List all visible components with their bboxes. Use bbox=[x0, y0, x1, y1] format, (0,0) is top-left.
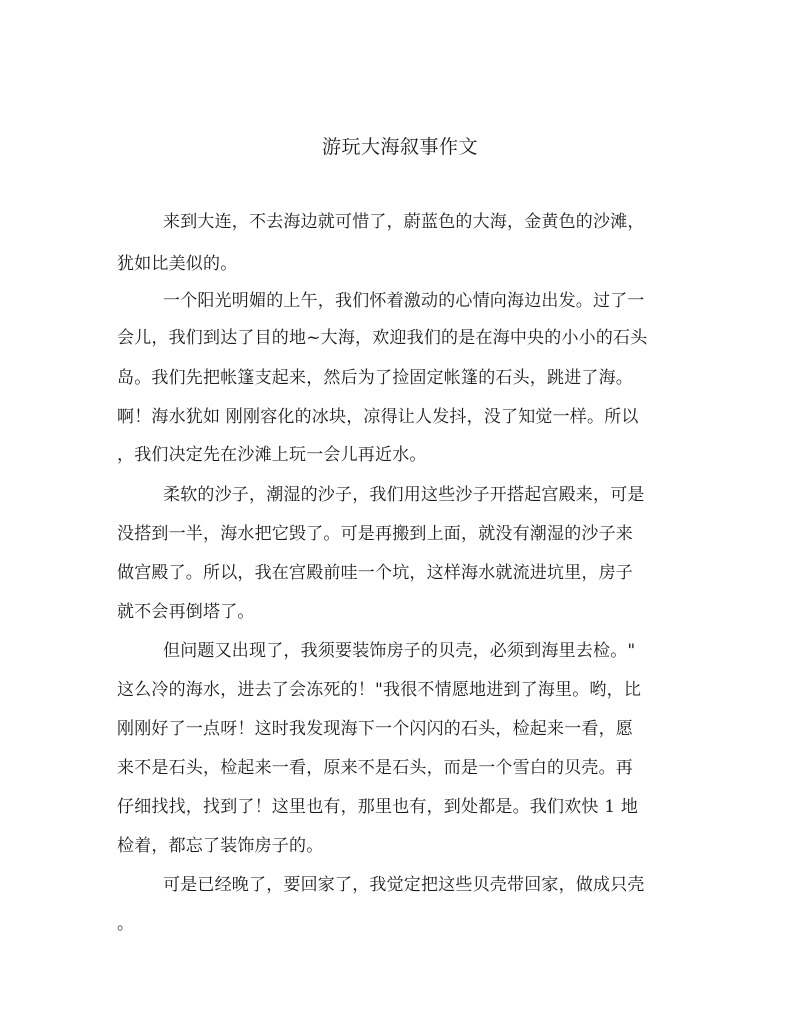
text-line: 岛。我们先把帐篷支起来，然后为了捡固定帐篷的石头，跳进了海。 bbox=[117, 368, 633, 388]
text-line: ，我们决定先在沙滩上玩一会儿再近水。 bbox=[117, 445, 427, 465]
text-line: 但问题又出现了，我须要装饰房子的贝壳，必须到海里去检。" bbox=[163, 641, 636, 661]
text-line: 就不会再倒塔了。 bbox=[117, 602, 255, 622]
text-line: 柔软的沙子，潮湿的沙子，我们用这些沙子开搭起宫殿来，可是 bbox=[163, 485, 645, 505]
text-line: 做宫殿了。所以，我在宫殿前哇一个坑，这样海水就流进坑里，房子 bbox=[117, 563, 633, 583]
text-line: 检着，都忘了装饰房子的。 bbox=[117, 836, 324, 856]
text-line: 。 bbox=[117, 914, 135, 934]
document-title: 游玩大海叙事作文 bbox=[321, 136, 478, 158]
text-line: 啊！海水犹如 刚刚容化的冰块，凉得让人发抖，没了知觉一样。所以 bbox=[117, 407, 639, 427]
text-line: 来到大连，不去海边就可惜了，蔚蓝色的大海，金黄色的沙滩， bbox=[163, 212, 645, 232]
text-line: 没搭到一半，海水把它毁了。可是再搬到上面，就没有潮湿的沙子来 bbox=[117, 524, 633, 544]
text-line: 来不是石头，检起来一看，原来不是石头，而是一个雪白的贝壳。再 bbox=[117, 758, 633, 778]
text-line: 刚刚好了一点呀！这时我发现海下一个闪闪的石头，检起来一看，愿 bbox=[117, 719, 633, 739]
text-line: 可是已经晚了，要回家了，我觉定把这些贝壳带回家，做成只壳 bbox=[163, 875, 645, 895]
text-line: 仔细找找，找到了！这里也有，那里也有，到处都是。我们欢快 1 地 bbox=[117, 797, 639, 817]
text-line: 犹如比美似的。 bbox=[117, 254, 238, 274]
text-line: 一个阳光明媚的上午，我们怀着激动的心情向海边出发。过了一 bbox=[163, 291, 645, 311]
text-line: 这么冷的海水，进去了会冻死的！"我很不情愿地进到了海里。哟，比 bbox=[117, 680, 642, 700]
text-line: 会儿，我们到达了目的地~大海，欢迎我们的是在海中央的小小的石头 bbox=[117, 328, 648, 348]
